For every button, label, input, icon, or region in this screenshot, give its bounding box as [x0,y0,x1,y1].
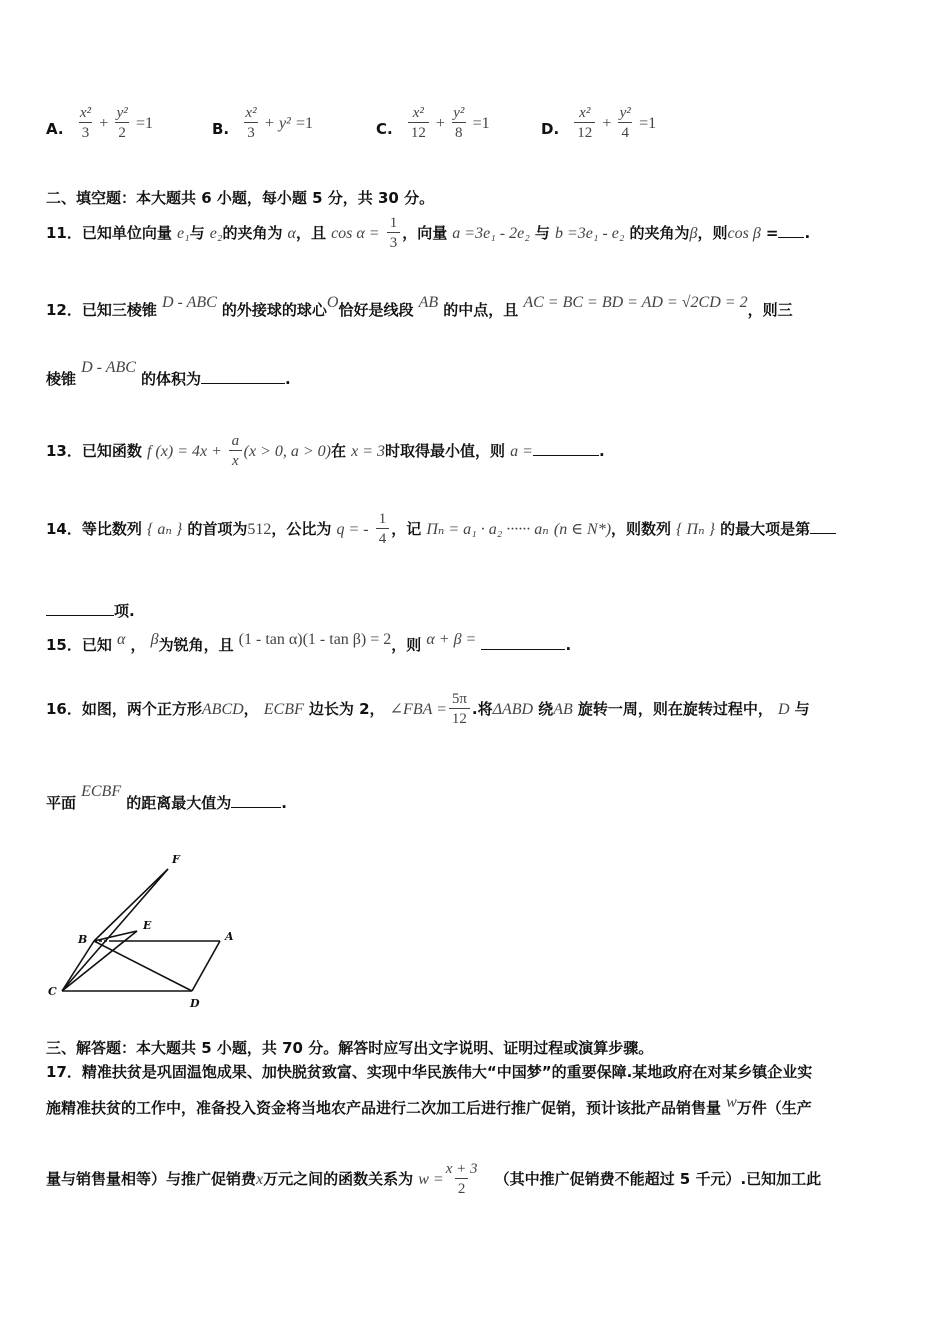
option-d: D. $\frac{\text{x²}}{12}$ + $\frac{\text{y²}}{4}$ =1 [541,105,657,141]
question-17-line2: 施精准扶贫的工作中，准备投入资金将当地农产品进行二次加工后进行推广促销，预计该批产品销售量 w万件（生产 [46,1094,812,1117]
edge-ad [192,941,220,991]
question-12-line2: 棱锥 D - ABC 的体积为 . [46,359,291,388]
edge-bd [94,941,192,991]
label-a: A [225,930,234,943]
option-letter: D. [541,120,560,138]
question-14-line2: 项. [46,600,135,621]
option-a: A. $\frac{\text{x²}}{3}$ + $\frac{\text{y²}}{2}$ =1 [46,105,154,141]
question-11: 11．已知单位向量 e₁与 e₂的夹角为 α，且 cos α = $\frac{1}{3}$ ，向量 a =3e₁ - 2e₂ 与 b =3e₁ - e₂ 的夹角为β，则cos β = . [46,215,811,251]
label-c: C [48,985,57,998]
answer-blank[interactable] [810,519,836,534]
option-b: B. $\frac{\text{x²}}{3}$ + y² =1 [212,105,313,141]
label-f: F [172,853,180,866]
fraction: $\frac{1}{3}$ [387,214,401,253]
question-13: 13．已知函数 f (x) = 4x + $\frac{a}{x}$ (x > 0, a > 0)在 x = 3时取得最小值，则 a = . [46,433,605,469]
question-16: 16．如图，两个正方形ABCD， ECBF 边长为 2， ∠FBA = $\frac{5\pi}{12}$ .将ΔABD 绕AB 旋转一周，则在旋转过程中， D 与 [46,691,810,727]
answer-blank[interactable] [778,223,804,238]
fraction: $\frac{1}{4}$ [376,510,390,549]
geometry-figure [40,845,250,1010]
section-heading: 三、解答题：本大题共 5 小题，共 70 分。解答时应写出文字说明、证明过程或演算步骤。 [46,1039,654,1057]
fraction: $\frac{\text{x²}}{12}$ [574,104,595,143]
question-14: 14．等比数列 { aₙ } 的首项为512，公比为 q = - $\frac{1}{4}$ ，记 Πₙ = a₁ · a₂ ······ aₙ (n ∈ N*)，则数列 { Πₙ } 的最大项是第 [46,510,836,549]
label-b: B [78,933,88,946]
edge-cb [62,941,94,991]
option-c: C. $\frac{\text{x²}}{12}$ + $\frac{\text{y²}}{8}$ =1 [376,105,490,141]
answer-blank[interactable] [201,369,285,384]
edge-cf [62,869,168,991]
section-heading: 二、填空题：本大题共 6 小题，每小题 5 分，共 30 分。 [46,189,435,207]
option-letter: A. [46,120,64,138]
answer-blank[interactable] [481,635,565,650]
fraction: $\frac{5\pi}{12}$ [449,690,470,729]
question-12: 12．已知三棱锥 D - ABC 的外接球的球心O恰好是线段 AB 的中点，且 AC = BC = BD = AD = √2CD = 2，则三 [46,294,793,319]
label-e: E [143,919,152,932]
fraction: $\frac{\text{y²}}{8}$ [453,105,465,141]
question-17-line1: 17．精准扶贫是巩固温饱成果、加快脱贫致富、实现中华民族伟大“中国梦”的重要保障.某地政府在对某乡镇企业实 [46,1063,813,1081]
fraction: $\frac{\text{x²}}{12}$ [408,104,429,143]
answer-blank[interactable] [46,601,114,616]
fraction: $\frac{\text{y²}}{2}$ [116,105,128,141]
fraction: $\frac{\text{y²}}{4}$ [619,105,631,141]
fraction: $\frac{a}{x}$ [229,432,242,471]
question-17-line3: 量与销售量相等）与推广促销费x万元之间的函数关系为 w = $\frac{x + 3}{2}$ （其中推广促销费不能超过 5 千元）.已知加工此 [46,1161,822,1197]
option-letter: C. [376,120,393,138]
question-15: 15．已知 α ， β为锐角，且 (1 - tan α)(1 - tan β) = 2，则 α + β = . [46,631,572,654]
question-16-line2: 平面 ECBF 的距离最大值为 . [46,783,287,812]
fraction: $\frac{\text{x²}}{3}$ [79,105,92,141]
answer-blank[interactable] [533,441,599,456]
label-d: D [190,997,200,1010]
edge-bf [94,869,168,941]
answer-blank[interactable] [231,793,281,808]
fraction: $\frac{x + 3}{2}$ [445,1161,478,1197]
option-letter: B. [212,120,230,138]
fraction: $\frac{\text{x²}}{3}$ [245,105,257,141]
